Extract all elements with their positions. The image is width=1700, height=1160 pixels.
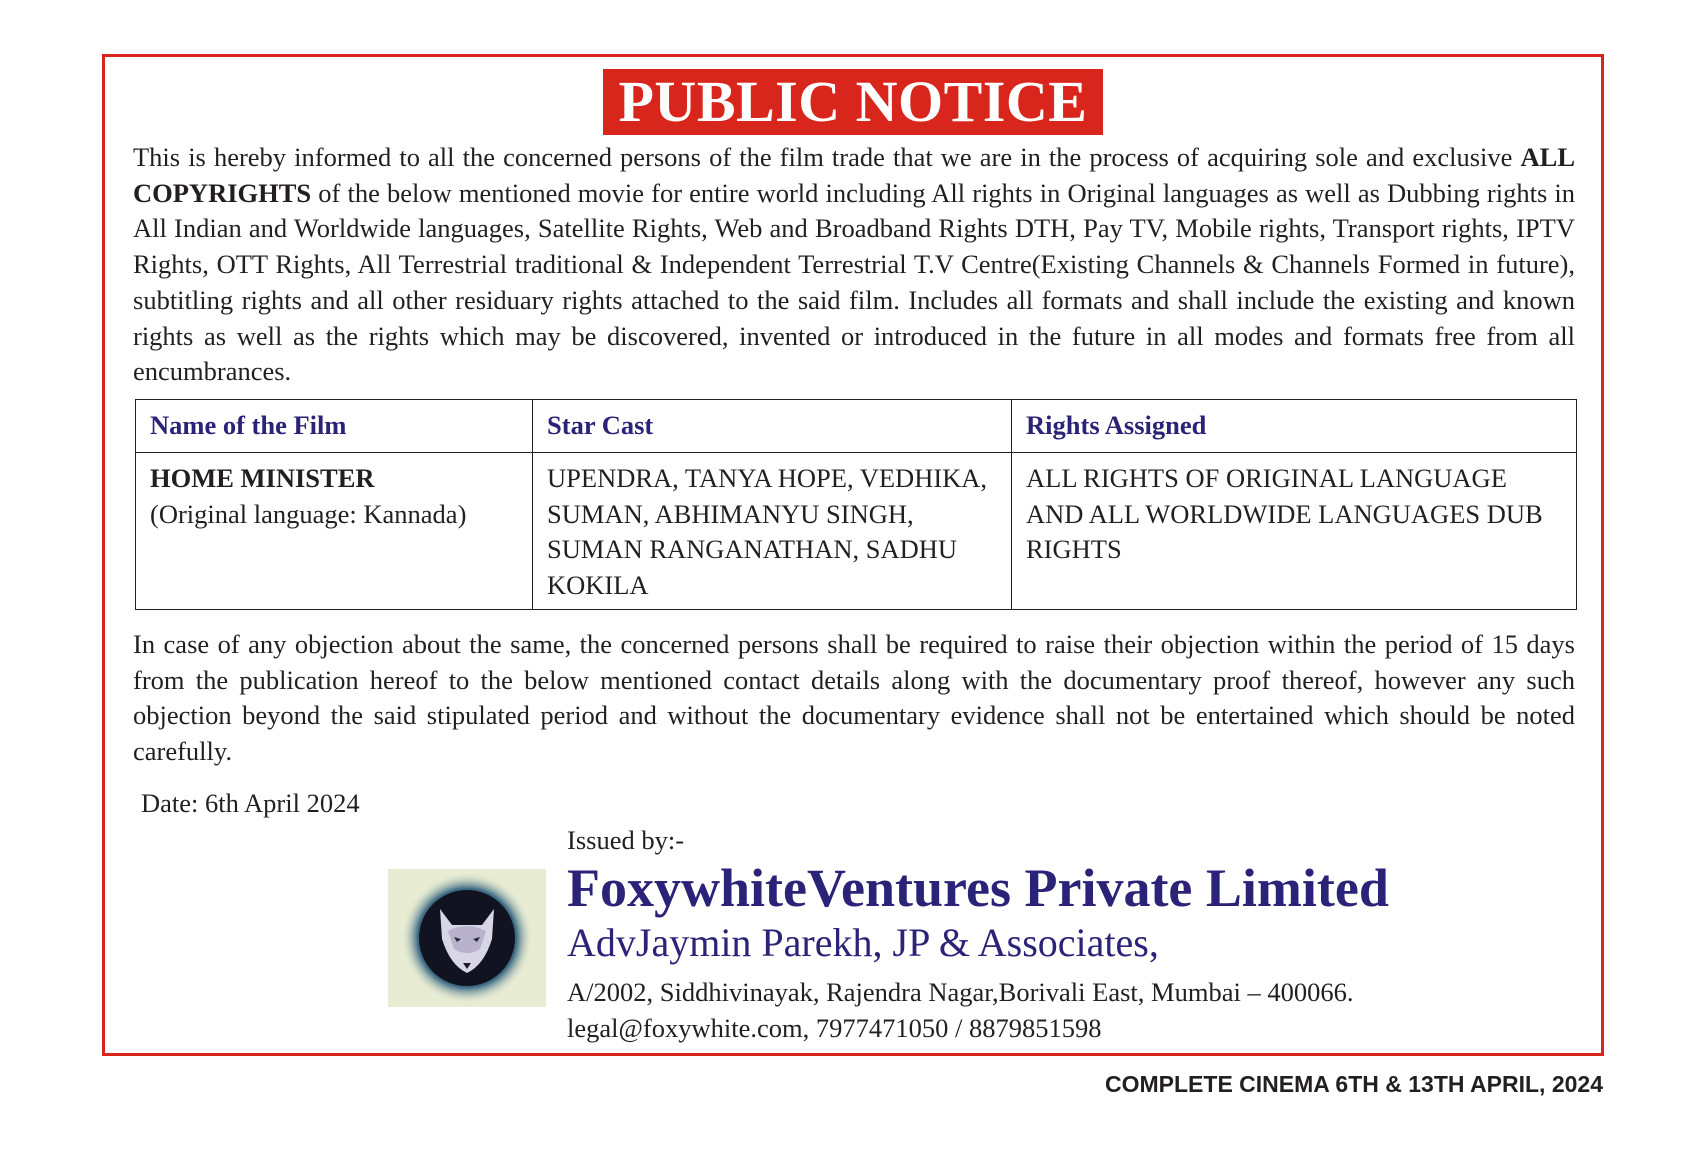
table-row [136,453,1577,610]
rights-assigned-cell: ALL RIGHTS OF ORIGINAL LANGUAGE AND ALL WORLDWIDE LANGUAGES DUB RIGHTS [1012,453,1577,610]
issued-by-label: Issued by:- [567,825,685,855]
title-wrap [105,69,1601,135]
contact-details: legal@foxywhite.com, 7977471050 / 8879851598 [567,1013,1102,1043]
fox-logo-icon [388,869,546,1007]
film-cell [136,453,533,610]
header-rights-assigned: Rights Assigned [1012,400,1577,453]
address: A/2002, Siddhivinayak, Rajendra Nagar,Borivali East, Mumbai – 400066. [567,977,1354,1007]
header-star-cast: Star Cast [533,400,1012,453]
public-notice-frame [102,54,1604,1056]
intro-text-end: of the below mentioned movie for entire world including All rights in Original languages as well as Dubbing rights in All Indian and Worldwide languages, Satellite Rights, Web and Broadband Rights DTH, Pay TV, Mobile rights, Transport rights, IPTV Rights, OTT Rights, All Terrestrial traditional & Independent Terrestrial T.V Centre(Existing Channels & Channels Formed in future), subtitling rights and all other residuary rights attached to the said film. Includes all formats and shall include the existing and known rights as well as the rights which may be discovered, invented or introduced in the future in all modes and formats free from all encumbrances. [133,177,1575,387]
intro-paragraph [133,140,1575,390]
film-rights-table [135,399,1577,610]
star-cast-cell: UPENDRA, TANYA HOPE, VEDHIKA, SUMAN, ABHIMANYU SINGH, SUMAN RANGANATHAN, SADHU KOKILA [533,453,1012,610]
header-film-name: Name of the Film [136,400,533,453]
publication-footer: COMPLETE CINEMA 6TH & 13TH APRIL, 2024 [1105,1071,1603,1097]
notice-title: PUBLIC NOTICE [603,69,1104,135]
advocate-name: AdvJaymin Parekh, JP & Associates, [567,920,1159,965]
film-name: HOME MINISTER [150,463,375,493]
film-language: (Original language: Kannada) [150,498,467,529]
table-header-row [136,400,1577,453]
notice-date: Date: 6th April 2024 [141,788,360,818]
objection-paragraph: In case of any objection about the same, the concerned persons shall be required to raise their objection within the period of 15 days from the publication hereof to the below mentioned contact details along with the documentary proof thereof, however any such objection beyond the said stipulated period and without the documentary evidence shall not be entertained which should be noted carefully. [133,629,1575,767]
intro-text-start: This is hereby informed to all the concerned persons of the film trade that we are in the process of acquiring sole and exclusive [133,142,1521,172]
intro-bold-text: ALL COPYRIGHTS [133,142,1575,208]
company-name: FoxywhiteVentures Private Limited [567,858,1389,918]
